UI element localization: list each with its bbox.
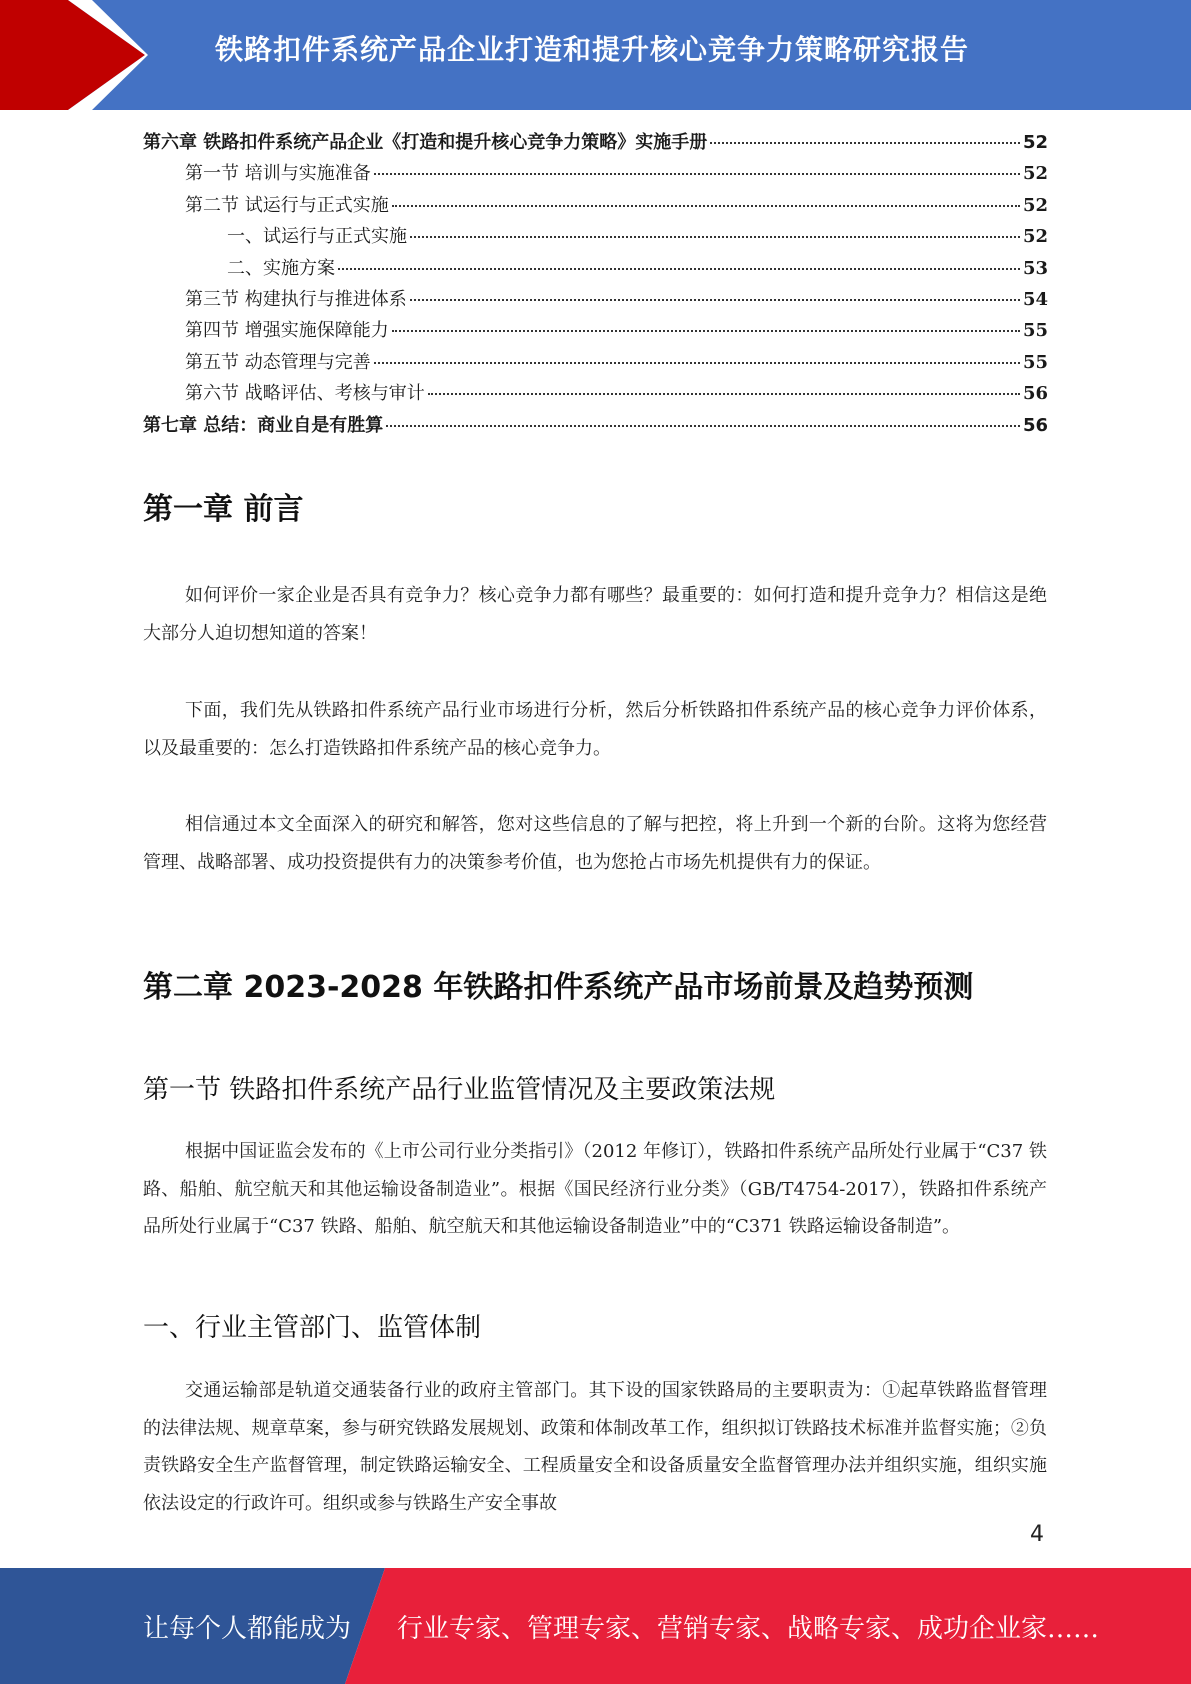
toc-entry-title: 第五节 动态管理与完善: [185, 351, 371, 373]
report-title: 铁路扣件系统产品企业打造和提升核心竞争力策略研究报告: [215, 33, 970, 66]
chapter-heading: 第一章 前言: [143, 492, 304, 527]
toc-leader-dots: [428, 393, 1020, 395]
paragraph: 交通运输部是轨道交通装备行业的政府主管部门。其下设的国家铁路局的主要职责为：①起草铁路监督管理的法律法规、规章草案，参与研究铁路发展规划、政策和体制改革工作，组织拟订铁路技术标准并监督实施；②负责铁路安全生产监督管理，制定铁路运输安全、工程质量安全和设备质量安全监督管理办法并组织实施，组织实施依法设定的行政许可。组织或参与铁路生产安全事故: [143, 1380, 1047, 1514]
footer-slogan-right: 行业专家、管理专家、营销专家、战略专家、成功企业家……: [397, 1614, 1100, 1644]
table-of-contents: [143, 128, 1048, 442]
toc-entry[interactable]: [143, 191, 1048, 222]
toc-entry-page: 52: [1022, 194, 1048, 216]
toc-leader-dots: [374, 362, 1020, 364]
toc-leader-dots: [410, 299, 1020, 301]
toc-entry-title: 第二节 试运行与正式实施: [185, 194, 389, 216]
paragraph: 下面，我们先从铁路扣件系统产品行业市场进行分析，然后分析铁路扣件系统产品的核心竞争力评价体系，以及最重要的：怎么打造铁路扣件系统产品的核心竞争力。: [143, 700, 1047, 759]
toc-entry-page: 52: [1022, 226, 1048, 248]
toc-entry-title: 第四节 增强实施保障能力: [185, 320, 389, 342]
toc-leader-dots: [392, 330, 1020, 332]
toc-entry-page: 52: [1022, 163, 1048, 185]
toc-entry-title: 第七章 总结：商业自是有胜算: [143, 414, 384, 436]
toc-entry[interactable]: [143, 411, 1048, 442]
page-footer: [0, 1568, 1191, 1684]
section-heading: 第一节 铁路扣件系统产品行业监管情况及主要政策法规: [143, 1075, 776, 1105]
toc-entry[interactable]: [143, 222, 1048, 253]
toc-entry[interactable]: [143, 285, 1048, 316]
toc-entry-page: 56: [1022, 383, 1048, 405]
page-number: 4: [1030, 1522, 1044, 1547]
toc-entry[interactable]: [143, 379, 1048, 410]
subsection-heading: 一、行业主管部门、监管体制: [143, 1313, 482, 1343]
toc-entry[interactable]: [143, 159, 1048, 190]
toc-entry-page: 56: [1022, 414, 1048, 436]
toc-leader-dots: [338, 268, 1020, 270]
chapter-heading: 第二章 2023-2028 年铁路扣件系统产品市场前景及趋势预测: [143, 970, 974, 1005]
toc-entry[interactable]: [143, 128, 1048, 159]
paragraph: 根据中国证监会发布的《上市公司行业分类指引》（2012 年修订），铁路扣件系统产品所处行业属于“C37 铁路、船舶、航空航天和其他运输设备制造业”。根据《国民经济行业分类》（GB/T4754-2017），铁路扣件系统产品所处行业属于“C37 铁路、船舶、航空航天和其他运输设备制造业”中的“C371 铁路运输设备制造”。: [143, 1141, 1047, 1237]
page-header: [0, 0, 1191, 110]
toc-entry-title: 第三节 构建执行与推进体系: [185, 288, 407, 310]
toc-entry-page: 55: [1022, 320, 1048, 342]
toc-leader-dots: [374, 173, 1020, 175]
toc-leader-dots: [386, 425, 1020, 427]
footer-slogan-left: 让每个人都能成为: [143, 1614, 352, 1644]
toc-entry[interactable]: [143, 316, 1048, 347]
toc-entry-title: 一、试运行与正式实施: [227, 226, 407, 248]
toc-entry[interactable]: [143, 348, 1048, 379]
toc-entry-title: 二、实施方案: [227, 257, 335, 279]
toc-entry-page: 54: [1022, 288, 1048, 310]
toc-leader-dots: [710, 142, 1020, 144]
paragraph: 相信通过本文全面深入的研究和解答，您对这些信息的了解与把控，将上升到一个新的台阶。这将为您经营管理、战略部署、成功投资提供有力的决策参考价值，也为您抢占市场先机提供有力的保证。: [143, 814, 1047, 873]
toc-entry-title: 第一节 培训与实施准备: [185, 163, 371, 185]
toc-leader-dots: [410, 236, 1020, 238]
toc-leader-dots: [392, 205, 1020, 207]
toc-entry-page: 53: [1022, 257, 1048, 279]
toc-entry-title: 第六节 战略评估、考核与审计: [185, 383, 425, 405]
toc-entry-page: 55: [1022, 351, 1048, 373]
toc-entry[interactable]: [143, 254, 1048, 285]
toc-entry-title: 第六章 铁路扣件系统产品企业《打造和提升核心竞争力策略》实施手册: [143, 132, 708, 153]
paragraph: 如何评价一家企业是否具有竞争力？核心竞争力都有哪些？最重要的：如何打造和提升竞争力？相信这是绝大部分人迫切想知道的答案！: [143, 585, 1047, 644]
toc-entry-page: 52: [1022, 132, 1048, 153]
